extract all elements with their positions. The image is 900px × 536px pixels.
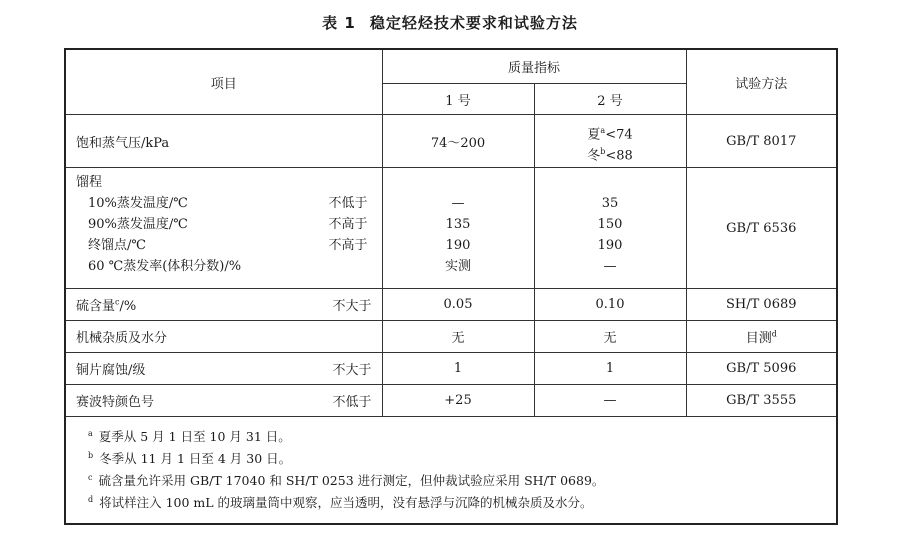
table-title: [0, 12, 900, 33]
copper-g2: 1: [534, 353, 686, 385]
impurity-method: 目测$^d$: [686, 321, 837, 353]
footnote-d: $^d$ 将试样注入 100 mL 的玻璃量筒中观察，应当透明，没有悬浮与沉降的机械杂质及水分。: [88, 495, 593, 511]
distillation-label: 馏程: [76, 175, 103, 190]
distillation-g1: — 135 190 实测: [382, 168, 534, 289]
header-grade1: 1 号: [382, 84, 534, 115]
header-quality: 质量指标: [382, 49, 686, 84]
impurity-g2: 无: [534, 321, 686, 353]
vapor-label: 饱和蒸气压/kPa: [65, 115, 382, 168]
table-number: 表 1: [322, 14, 356, 32]
sulfur-label: 硫含量$^c$/%: [76, 297, 137, 314]
header-item: 项目: [65, 49, 382, 115]
table-title-text: 稳定轻烃技术要求和试验方法: [369, 14, 578, 32]
copper-label: 铜片腐蚀/级: [76, 363, 146, 378]
saybolt-label: 赛波特颜色号: [76, 395, 155, 410]
header-grade2: 2 号: [534, 84, 686, 115]
vapor-g2: 夏$^a$<74 冬$^b$<88: [534, 115, 686, 168]
footnote-b: $^b$ 冬季从 11 月 1 日至 4 月 30 日。: [88, 451, 292, 467]
distillation-g2: 35 150 190 —: [534, 168, 686, 289]
copper-method: GB/T 5096: [686, 353, 837, 385]
distillation-items: 馏程 10%蒸发温度/℃ 不低于 90%蒸发温度/℃ 不高于 终馏点/℃ 不高于 60 ℃蒸发率(体积分数)/%: [65, 168, 382, 289]
footnote-c: $^c$ 硫含量允许采用 GB/T 17040 和 SH/T 0253 进行测定，但仲裁试验应采用 SH/T 0689。: [88, 473, 605, 489]
footnote-a: $^a$ 夏季从 5 月 1 日至 10 月 31 日。: [88, 429, 291, 445]
saybolt-g1: +25: [382, 385, 534, 417]
spec-table: [64, 48, 838, 525]
sulfur-method: SH/T 0689: [686, 289, 837, 321]
header-method: 试验方法: [686, 49, 837, 115]
impurity-g1: 无: [382, 321, 534, 353]
vapor-method: GB/T 8017: [686, 115, 837, 168]
sulfur-g1: 0.05: [382, 289, 534, 321]
copper-limit: 不大于: [332, 363, 372, 378]
impurity-label: 机械杂质及水分: [65, 321, 382, 353]
table-row-impurity: [65, 321, 837, 353]
distillation-method: GB/T 6536: [686, 168, 837, 289]
sulfur-g2: 0.10: [534, 289, 686, 321]
table-row-distillation: [65, 168, 837, 289]
saybolt-limit: 不低于: [332, 395, 372, 410]
table-row-saybolt: [65, 385, 837, 417]
vapor-g1: 74～200: [382, 115, 534, 168]
sulfur-limit: 不大于: [332, 299, 372, 314]
footnotes: [66, 417, 836, 511]
table-notes-row: [65, 417, 837, 525]
table-row-sulfur: [65, 289, 837, 321]
saybolt-g2: —: [534, 385, 686, 417]
table-row-copper: [65, 353, 837, 385]
table-row-vapor: [65, 115, 837, 168]
copper-g1: 1: [382, 353, 534, 385]
saybolt-method: GB/T 3555: [686, 385, 837, 417]
